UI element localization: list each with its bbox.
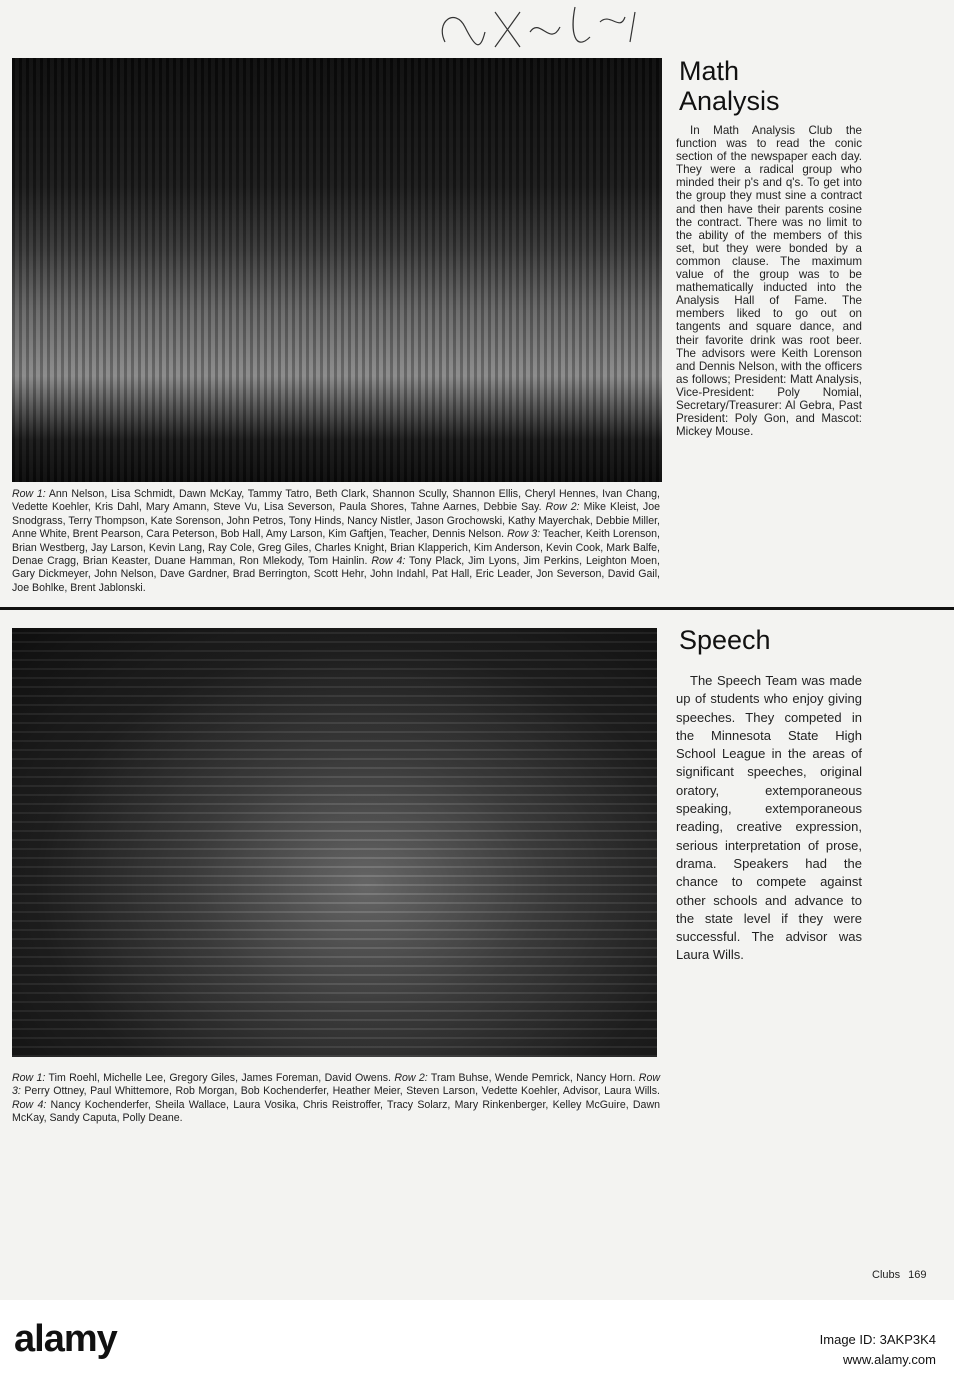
row-names: Tony Plack, Jim Lyons, Jim Perkins, Leighton Moen, Gary Dickmeyer, John Nelson, Dave Gardner, Brad Berrington, Scott Hehr, John Indahl, Pat Hall, Eric Leader, Jon Severson, David Gail, Joe Bohlke, Brent Jablonski.	[12, 555, 660, 594]
section-divider	[0, 607, 954, 610]
heading-line-1: Math	[679, 56, 740, 86]
watermark-logo: alamy	[14, 1318, 117, 1360]
row-names: Tram Buhse, Wende Pemrick, Nancy Horn.	[427, 1072, 639, 1084]
watermark-meta	[820, 1330, 936, 1370]
row-label: Row 4:	[12, 1098, 47, 1111]
math-analysis-heading	[679, 56, 780, 116]
row-label: Row 3:	[507, 528, 541, 541]
speech-heading: Speech	[679, 625, 771, 655]
row-label: Row 3:	[12, 1072, 660, 1098]
speech-caption	[12, 1072, 660, 1126]
speech-team-photo	[12, 628, 657, 1057]
row-names: Tim Roehl, Michelle Lee, Gregory Giles, James Foreman, David Owens.	[45, 1072, 395, 1084]
math-analysis-caption	[12, 488, 660, 595]
page-footer	[872, 1269, 926, 1281]
watermark-url: www.alamy.com	[843, 1352, 936, 1367]
row-names: Teacher, Keith Lorenson, Brian Westberg, Jay Larson, Kevin Lang, Ray Cole, Greg Giles, Charles Knight, Brian Klapperich, Kim Anderson, Kevin Cook, Mark Balfe, Denae Cragg, Brian Keaster, Duane Hamman, Ron Mlekody, Tom Hainlin.	[12, 528, 661, 568]
heading-line-2: Analysis	[679, 86, 780, 116]
row-names: Perry Ottney, Paul Whittemore, Rob Morgan, Bob Kochenderfer, Heather Meier, Steven Larson, Vedette Koehler, Advisor, Laura Wills.	[20, 1085, 660, 1098]
row-names: Mike Kleist, Joe Snodgrass, Terry Thompson, Kate Sorenson, John Petros, Tony Hinds, Nancy Nistler, Jason Grochowski, Kathy Mayerchak, Debbie Miller, Anne White, Brent Pearson, Cara Peterson, Bob Hall, Amy Larson, Kim Gaftjen, Teacher, Dennis Nelson.	[12, 501, 660, 541]
math-analysis-group-photo	[12, 58, 662, 482]
speech-body: The Speech Team was made up of students who enjoy giving speeches. They competed in the Minnesota State High School League in the areas of significant speeches, original oratory, extemporaneous speaking, extemporaneous reading, creative expression, serious interpretation of prose, drama. Speakers had the chance to compete against other schools and advance to the state level if they were successful. The advisor was Laura Wills.	[676, 673, 862, 963]
row-label: Row 4:	[371, 555, 406, 568]
section-name: Clubs	[872, 1269, 901, 1281]
row-label: Row 2:	[545, 501, 580, 514]
image-id: Image ID: 3AKP3K4	[819, 1332, 936, 1347]
row-label: Row 1:	[12, 1072, 46, 1084]
watermark-bar	[0, 1300, 954, 1390]
row-names: Nancy Kochenderfer, Sheila Wallace, Laura Vosika, Chris Reistroffer, Tracy Solarz, Mary Rinkenberger, Kelley McGuire, Dawn McKay, Sandy Caputa, Polly Deane.	[12, 1098, 660, 1125]
math-analysis-body: In Math Analysis Club the function was to read the conic section of the newspaper each day. They were a radical group who minded their p's and q's. To get into the group they must sine a contract and then have their parents cosine the contract. There was no limit to the ability of the members of this set, but they were bonded by a common clause. The maximum value of the group was to be mathematically inducted into the Analysis Hall of Fame. The members liked to go out on tangents and square dance, and their favorite drink was root beer. The advisors were Keith Lorenson and Dennis Nelson, with the officers as follows; President: Matt Analysis, Vice-President: Poly Nomial, Secretary/Treasurer: Al Gebra, Past President: Poly Gon, and Mascot: Mickey Mouse.	[676, 124, 862, 439]
row-label: Row 2:	[394, 1072, 428, 1084]
handwritten-signature	[425, 2, 655, 62]
page-number: 169	[908, 1269, 927, 1281]
row-label: Row 1:	[12, 488, 46, 500]
row-names: Ann Nelson, Lisa Schmidt, Dawn McKay, Tammy Tatro, Beth Clark, Shannon Scully, Shannon Ellis, Cheryl Hennes, Ivan Chang, Vedette Koehler, Kris Dahl, Mary Amann, Steve Vu, Lisa Severson, Paula Shores, Tahne Aarnes, Debbie Say.	[12, 488, 660, 514]
